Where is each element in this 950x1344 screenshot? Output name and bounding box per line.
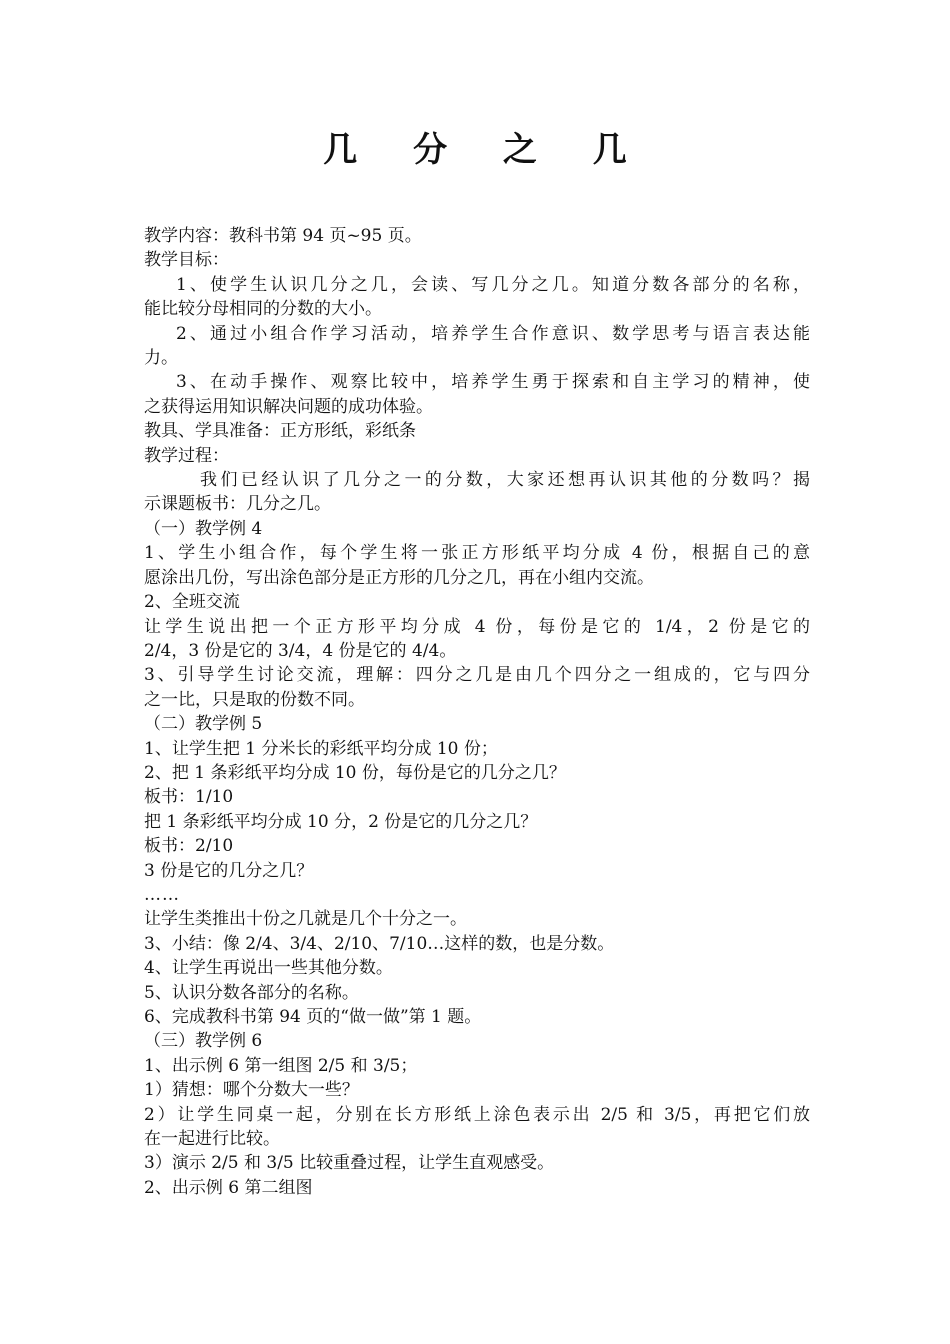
- text-line: 把 1 条彩纸平均分成 10 分，2 份是它的几分之几？: [144, 811, 538, 832]
- text-line: 板书：2/10: [144, 836, 234, 857]
- text-line: （二）教学例 5: [144, 714, 263, 735]
- text-line: 2、全班交流: [144, 592, 240, 613]
- text-line: 教学内容：教科书第 94 页~95 页。: [144, 226, 422, 246]
- text-line: 2、把 1 条彩纸平均分成 10 份，每份是它的几分之几？: [144, 762, 566, 783]
- text-line: 5、认识分数各部分的名称。: [144, 982, 359, 1003]
- text-line: （一）教学例 4: [144, 518, 263, 539]
- text-line: 1、使学生认识几分之几，会读、写几分之几。知道分数各部分的名称，: [176, 274, 810, 295]
- text-line: 6、完成教科书第 94 页的“做一做”第 1 题。: [144, 1007, 482, 1027]
- text-line: 3、引导学生讨论交流，理解：四分之几是由几个四分之一组成的，它与四分: [144, 665, 810, 686]
- text-line: 2、出示例 6 第二组图: [144, 1177, 313, 1198]
- text-line: 让学生类推出十份之几就是几个十分之一。: [144, 909, 467, 930]
- text-line: 3、在动手操作、观察比较中，培养学生勇于探索和自主学习的精神，使: [176, 372, 810, 393]
- text-line: 3、小结：像 2/4、3/4、2/10、7/10…这样的数，也是分数。: [144, 933, 615, 954]
- text-line: 教学过程：: [144, 445, 229, 466]
- text-line: 之获得运用知识解决问题的成功体验。: [144, 396, 433, 417]
- text-line: 我们已经认识了几分之一的分数，大家还想再认识其他的分数吗？揭: [200, 470, 810, 491]
- text-line: 2）让学生同桌一起，分别在长方形纸上涂色表示出 2/5 和 3/5，再把它们放: [144, 1104, 810, 1125]
- text-line: 板书：1/10: [144, 787, 234, 808]
- text-line: 教具、学具准备：正方形纸，彩纸条: [144, 421, 416, 442]
- text-line: 示课题板书：几分之几。: [144, 494, 331, 515]
- text-line: 能比较分母相同的分数的大小。: [144, 299, 382, 320]
- text-line: 1、让学生把 1 分米长的彩纸平均分成 10 份；: [144, 738, 498, 759]
- text-line: （三）教学例 6: [144, 1031, 263, 1052]
- text-line: 2、通过小组合作学习活动，培养学生合作意识、数学思考与语言表达能: [176, 323, 810, 344]
- page-title: 几 分 之 几: [323, 130, 649, 170]
- text-line: 2/4，3 份是它的 3/4，4 份是它的 4/4。: [144, 640, 457, 661]
- document-body: [144, 224, 810, 1200]
- text-line: 1、出示例 6 第一组图 2/5 和 3/5；: [144, 1055, 418, 1076]
- text-line: 愿涂出几份，写出涂色部分是正方形的几分之几，再在小组内交流。: [144, 567, 654, 588]
- text-line: 力。: [144, 348, 178, 369]
- text-line: 在一起进行比较。: [144, 1129, 280, 1150]
- text-line: 1）猜想：哪个分数大一些？: [144, 1080, 359, 1101]
- text-line: 教学目标：: [144, 250, 229, 271]
- text-line: 之一比，只是取的份数不同。: [144, 689, 365, 710]
- text-line: ……: [144, 884, 180, 905]
- text-line: 4、让学生再说出一些其他分数。: [144, 958, 393, 979]
- text-line: 3 份是它的几分之几？: [144, 860, 314, 881]
- text-line: 让学生说出把一个正方形平均分成 4 份，每份是它的 1/4，2 份是它的: [144, 616, 810, 637]
- text-line: 1、学生小组合作，每个学生将一张正方形纸平均分成 4 份，根据自己的意: [144, 543, 810, 564]
- text-line: 3）演示 2/5 和 3/5 比较重叠过程，让学生直观感受。: [144, 1153, 555, 1174]
